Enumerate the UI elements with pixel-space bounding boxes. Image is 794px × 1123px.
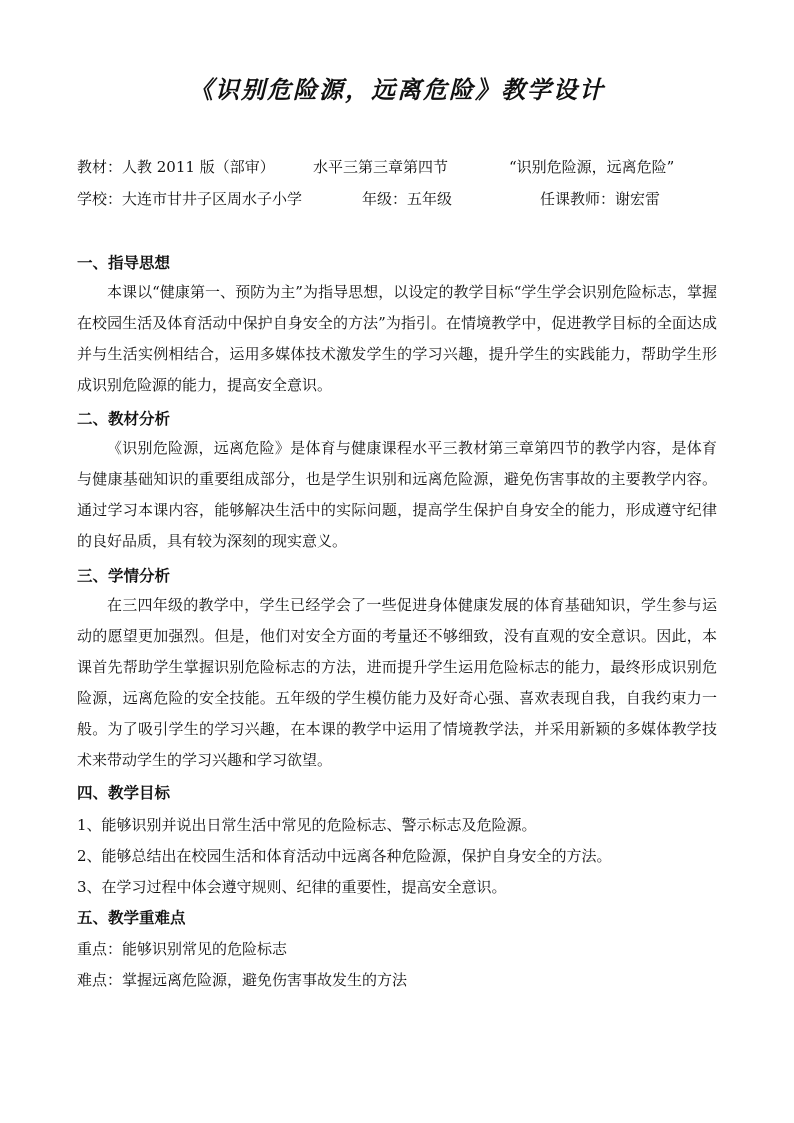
difficult-point: 难点：掌握远离危险源，避免伤害事故发生的方法	[77, 971, 408, 989]
meta-grade: 年级：五年级	[362, 190, 453, 208]
section-heading-student-analysis: 三、学情分析	[77, 566, 171, 585]
meta-teacher: 任课教师：谢宏雷	[540, 190, 661, 208]
section-heading-textbook-analysis: 二、教材分析	[77, 409, 171, 428]
section-heading-key-difficult-points: 五、教学重难点	[77, 908, 186, 927]
objective-item: 1、能够识别并说出日常生活中常见的危险标志、警示标志及危险源。	[77, 816, 537, 834]
meta-textbook: 教材：人教 2011 版（部审）	[77, 158, 275, 176]
meta-level: 水平三第三章第四节	[313, 158, 449, 176]
document-title: 《识别危险源，远离危险》教学设计	[189, 75, 605, 104]
section-heading-guiding-ideology: 一、指导思想	[77, 253, 171, 272]
meta-lesson: “识别危险源，远离危险”	[509, 158, 675, 176]
section-body-textbook-analysis: 《识别危险源，远离危险》是体育与健康课程水平三教材第三章第四节的教学内容，是体育与健康基础知识的重要组成部分，也是学生识别和远离危险源，避免伤害事故的主要教学内容。通过学习本课内容，能够解决生活中的实际问题，提高学生保护自身安全的能力，形成遵守纪律的良好品质，具有较为深刻的现实意义。	[77, 439, 717, 550]
section-heading-teaching-objectives: 四、教学目标	[77, 783, 171, 802]
meta-row-textbook	[77, 156, 737, 178]
objective-item: 3、在学习过程中体会遵守规则、纪律的重要性，提高安全意识。	[77, 878, 507, 896]
key-point: 重点：能够识别常见的危险标志	[77, 940, 288, 958]
section-body-guiding-ideology: 本课以“健康第一、预防为主”为指导思想，以设定的教学目标“学生学会识别危险标志，掌握在校园生活及体育活动中保护自身安全的方法”为指引。在情境教学中，促进教学目标的全面达成并与生活实例相结合，运用多媒体技术激发学生的学习兴趣，提升学生的实践能力，帮助学生形成识别危险源的能力，提高安全意识。	[77, 283, 717, 394]
objective-item: 2、能够总结出在校园生活和体育活动中远离各种危险源，保护自身安全的方法。	[77, 847, 612, 865]
meta-row-school	[77, 188, 737, 210]
section-body-student-analysis: 在三四年级的教学中，学生已经学会了一些促进身体健康发展的体育基础知识，学生参与运动的愿望更加强烈。但是，他们对安全方面的考量还不够细致，没有直观的安全意识。因此，本课首先帮助学生掌握识别危险标志的方法，进而提升学生运用危险标志的能力，最终形成识别危险源，远离危险的安全技能。五年级的学生模仿能力及好奇心强、喜欢表现自我，自我约束力一般。为了吸引学生的学习兴趣，在本课的教学中运用了情境教学法，并采用新颖的多媒体教学技术来带动学生的学习兴趣和学习欲望。	[77, 596, 717, 769]
meta-school: 学校：大连市甘井子区周水子小学	[77, 190, 303, 208]
